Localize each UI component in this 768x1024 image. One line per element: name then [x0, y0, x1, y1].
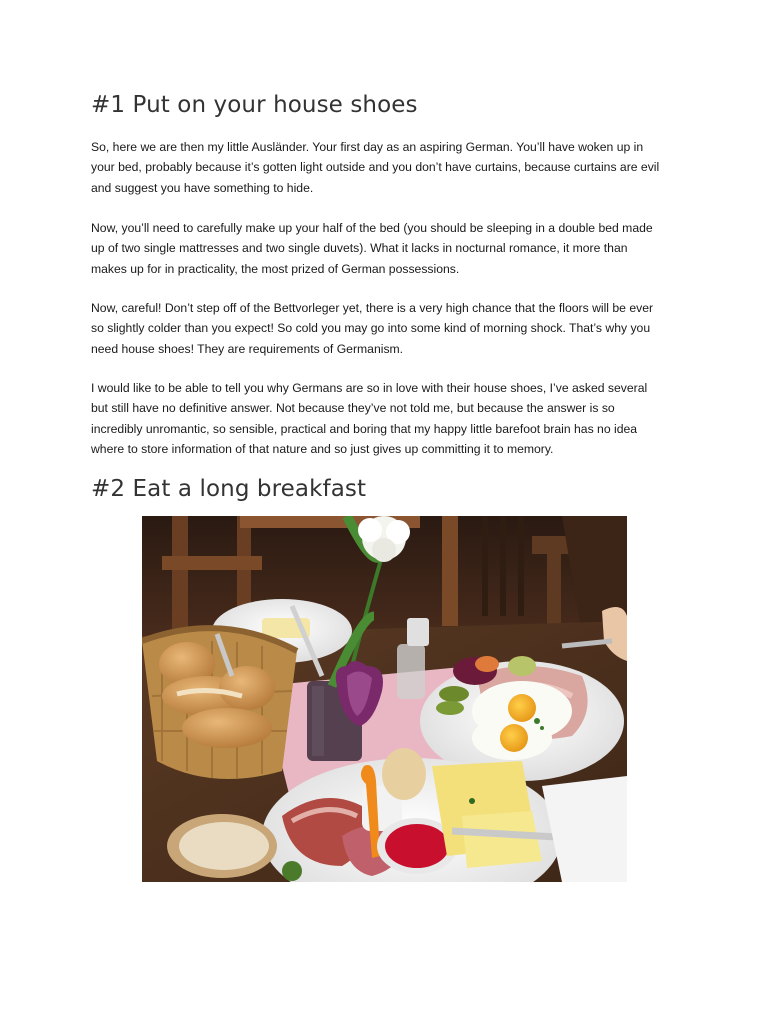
paragraph: [91, 218, 691, 279]
breakfast-photo-illustration: [142, 516, 627, 882]
paragraph: [91, 298, 691, 359]
paragraph-line: up of two single mattresses and two single duvets). What it lacks in nocturnal romance, it more than: [91, 241, 628, 256]
paragraph-line: So, here we are then my little Ausländer. Your first day as an aspiring German. You’ll have woken up in: [91, 140, 644, 154]
paragraph-line: need house shoes! They are requirements of Germanism.: [91, 341, 404, 356]
paragraph-line: your bed, probably because it’s gotten light outside and you don’t have curtains, because curtains are evil: [91, 160, 660, 175]
paragraph-line: and suggest you have something to hide.: [91, 180, 314, 195]
paragraph-line: so slightly colder than you expect! So cold you may go into some kind of morning shock. That’s why you: [91, 321, 651, 336]
paragraph-line: where to store information of that nature and so just gives up committing it to memory.: [91, 441, 554, 456]
section-heading-house-shoes: #1 Put on your house shoes: [91, 92, 418, 118]
paragraph-line: Now, you’ll need to carefully make up your half of the bed (you should be sleeping in a double bed made: [91, 221, 653, 235]
paragraph-line: makes up for in practicality, the most prized of German possessions.: [91, 261, 460, 276]
paragraph-line: but still have no definitive answer. Not because they’ve not told me, but because the answer is so: [91, 401, 615, 416]
paragraph: [91, 137, 691, 198]
breakfast-photo: [142, 516, 627, 882]
paragraph-line: I would like to be able to tell you why Germans are so in love with their house shoes, I’ve asked several: [91, 381, 648, 395]
paragraph-line: incredibly unromantic, so sensible, practical and boring that my happy little barefoot brain has no idea: [91, 421, 638, 436]
paragraph: [91, 378, 691, 459]
paragraph-line: Now, careful! Don’t step off of the Bettvorleger yet, there is a very high chance that the floors will be ever: [91, 301, 654, 315]
section-heading-long-breakfast: #2 Eat a long breakfast: [91, 476, 367, 502]
